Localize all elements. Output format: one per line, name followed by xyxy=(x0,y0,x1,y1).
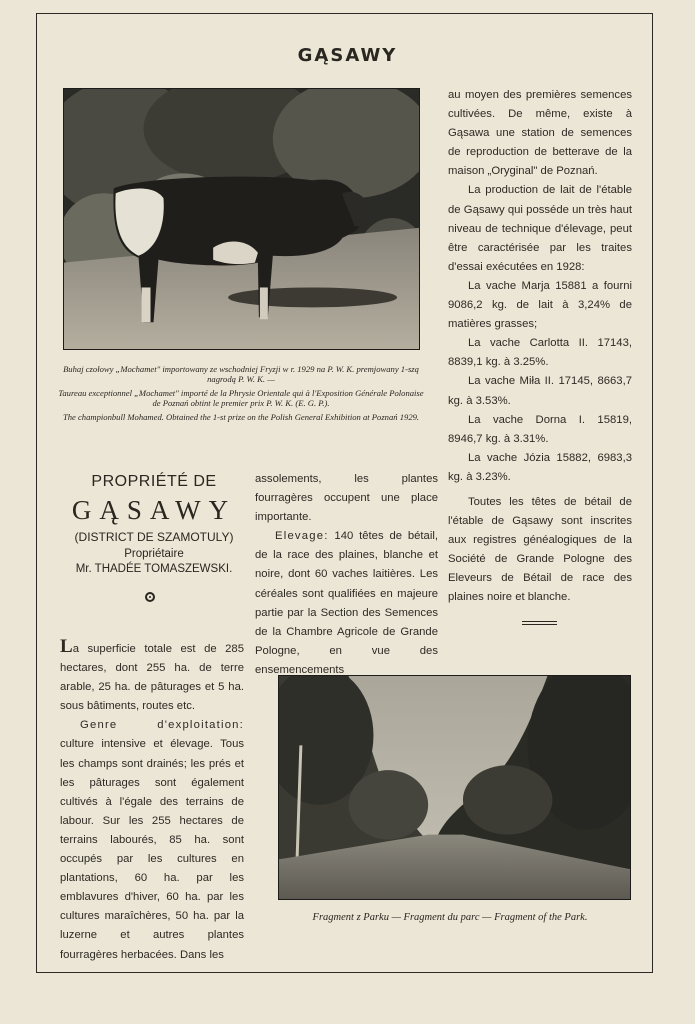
divider-rule xyxy=(522,621,557,622)
park-photo xyxy=(278,675,631,900)
ornament-icon xyxy=(145,592,155,602)
cow-record-3: La vache Miła II. 17145, 8663,7 kg. à 3.53%. xyxy=(448,375,632,407)
cow-caption xyxy=(58,364,424,426)
district-label: (DISTRICT DE SZAMOTULY) xyxy=(74,530,234,544)
right-paragraph-1: au moyen des premières semences cultivées. De même, existe à Gąsawa une station de semences de reproduction de betterave de la maison „Oryginal" de Poznań. xyxy=(448,89,632,178)
drop-cap: L xyxy=(60,636,73,657)
right-paragraph-final: Toutes les têtes de bétail de l'étable de Gąsawy sont inscrites aux registres généalogiques de la Société de Grande Pologne des Eleveurs de Bétail de race des plaines noire et blanche. xyxy=(448,495,632,604)
title-block xyxy=(56,470,252,575)
park-image xyxy=(279,676,630,899)
elevage-label: Elevage: xyxy=(275,530,329,543)
caption-english: The championbull Mohamed. Obtained the 1-st prize on the Polish General Exhibition at Poznań 1929. xyxy=(62,412,420,422)
middle-paragraph-2: 140 têtes de bétail, de la race des plaines, blanche et noire, dont 60 vaches laitières. Les céréales sont qualifiées en majeure partie par la Section des Semences de la Chambre Agricole de Grande Pologne, en vue des ensemencements xyxy=(255,530,438,676)
caption-french: Taureau exceptionnel „Mochamet" importé de la Phrysie Orientale qui à l'Exposition Générale Polonaise de Poznań obtint le premier prix P. W. K. (E. G. P.). xyxy=(58,388,424,408)
left-column xyxy=(60,637,244,965)
cow-photo xyxy=(63,88,420,350)
right-paragraph-2: La production de lait de l'étable de Gąsawy qui posséde un très haut niveau de technique d'élevage, peut être caractérisée par les traites d'essai exécutées en 1928: xyxy=(448,184,632,273)
bull-image xyxy=(64,89,419,349)
left-paragraph-2: culture intensive et élevage. Tous les champs sont drainés; les prés et les pâturages sont également cultivés à l'égale des terrains de labour. Sur les 255 hectares de terrains labourés, 85 ha. sont occupés par les cultures en plantations, 60 ha. par les emblavures d'hiver, 60 ha. par les cultures maraîchères, 50 ha. par la luzerne et autres plantes fourragères herbacées. Dans les xyxy=(60,738,244,961)
left-paragraph-1: a superficie totale est de 285 hectares, dont 255 ha. de terre arable, 25 ha. de pâturages et 5 ha. sous bâtiments, routes etc. xyxy=(60,643,244,713)
middle-paragraph-1: assolements, les plantes fourragères occupent une place importante. xyxy=(255,473,438,524)
estate-name: GĄSAWY xyxy=(71,495,237,525)
cow-record-5: La vache Józia 15882, 6983,3 kg. à 3.23%. xyxy=(448,451,632,483)
exploitation-label: Genre d'exploitation: xyxy=(80,719,244,732)
middle-column xyxy=(255,470,438,680)
divider-rule-2 xyxy=(522,624,557,625)
park-caption: Fragment z Parku — Fragment du parc — Fragment of the Park. xyxy=(312,912,588,923)
page-title: GĄSAWY xyxy=(297,45,398,66)
owner-label: Propriétaire xyxy=(124,548,184,560)
right-column xyxy=(448,86,632,608)
owner-name: Mr. THADÉE TOMASZEWSKI. xyxy=(75,563,233,575)
propriete-label: PROPRIÉTÉ DE xyxy=(91,473,217,490)
cow-record-4: La vache Dorna I. 15819, 8946,7 kg. à 3.31%. xyxy=(448,413,632,445)
caption-polish: Buhaj czołowy „Mochamet" importowany ze wschodniej Fryzji w r. 1929 na P. W. K. premjowany 1-szą nagrodą P. W. K. — xyxy=(63,364,419,384)
cow-record-2: La vache Carlotta II. 17143, 8839,1 kg. à 3.25%. xyxy=(448,337,632,369)
cow-record-1: La vache Marja 15881 a fourni 9086,2 kg. de lait à 3,24% de matières grasses; xyxy=(448,279,632,331)
